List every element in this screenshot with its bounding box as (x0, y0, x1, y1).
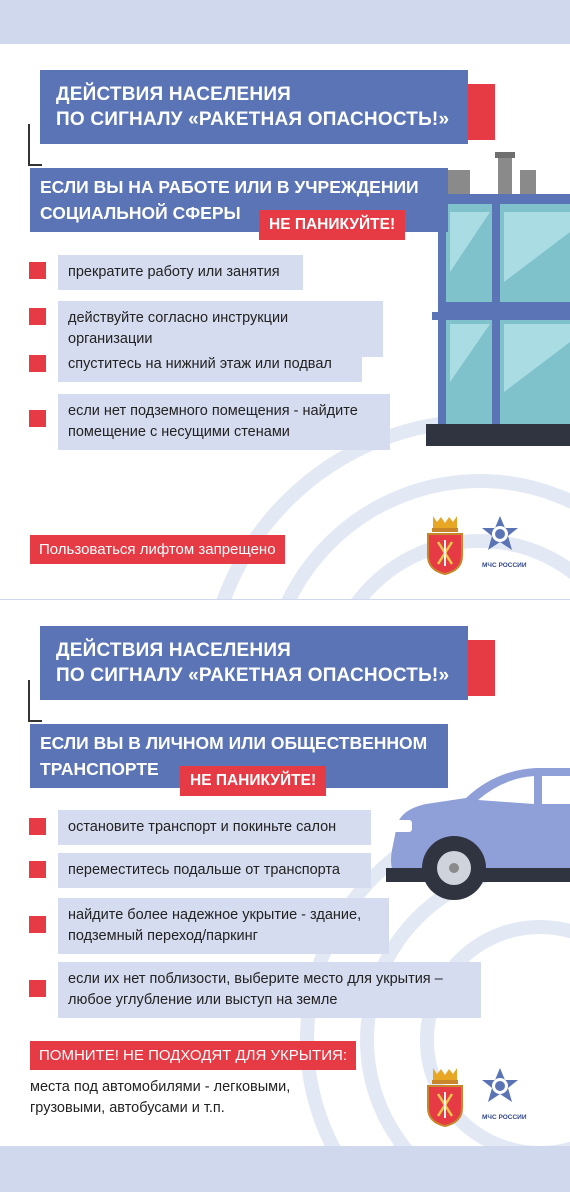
tula-coat-of-arms-icon (424, 1066, 466, 1128)
bullet-icon (29, 308, 46, 325)
bullet-icon (29, 861, 46, 878)
mchs-emblem-icon (478, 1066, 522, 1110)
bullet-icon (29, 355, 46, 372)
title-accent (467, 84, 495, 140)
list-item: найдите более надежное укрытие - здание, подземный переход/паркинг (58, 898, 389, 954)
mchs-emblem-icon (478, 514, 522, 558)
list-item: действуйте согласно инструкции организации (58, 301, 383, 357)
list-item: остановите транспорт и покиньте салон (58, 810, 371, 845)
page-title: ДЕЙСТВИЯ НАСЕЛЕНИЯ ПО СИГНАЛУ «РАКЕТНАЯ ОПАСНОСТЬ!» (40, 70, 468, 144)
list-item: спуститесь на нижний этаж или подвал (58, 347, 362, 382)
list-item: переместитесь подальше от транспорта (58, 853, 371, 888)
situation-heading: ЕСЛИ ВЫ В ЛИЧНОМ ИЛИ ОБЩЕСТВЕННОМ ТРАНСПОРТЕ (30, 724, 448, 788)
list-item: прекратите работу или занятия (58, 255, 303, 290)
shelter-warning: ПОМНИТЕ! НЕ ПОДХОДЯТ ДЛЯ УКРЫТИЯ: (30, 1041, 356, 1070)
section-card-transport (0, 600, 570, 1146)
bullet-icon (29, 262, 46, 279)
mchs-label: МЧС РОССИИ (482, 562, 527, 569)
tula-coat-of-arms-icon (424, 514, 466, 576)
bullet-icon (29, 980, 46, 997)
bullet-icon (29, 916, 46, 933)
title-accent (467, 640, 495, 696)
list-item: если нет подземного помещения - найдите помещение с несущими стенами (58, 394, 390, 450)
no-panic-badge: НЕ ПАНИКУЙТЕ! (259, 210, 405, 240)
mchs-label: МЧС РОССИИ (482, 1114, 527, 1121)
no-panic-badge: НЕ ПАНИКУЙТЕ! (180, 766, 326, 796)
shelter-note: места под автомобилями - легковыми, грузовыми, автобусами и т.п. (30, 1079, 291, 1116)
list-item: если их нет поблизости, выберите место для укрытия – любое углубление или выступ на земле (58, 962, 481, 1018)
page-title: ДЕЙСТВИЯ НАСЕЛЕНИЯ ПО СИГНАЛУ «РАКЕТНАЯ ОПАСНОСТЬ!» (40, 626, 468, 700)
elevator-warning: Пользоваться лифтом запрещено (30, 535, 285, 564)
bullet-icon (29, 818, 46, 835)
section-card-work (0, 44, 570, 599)
situation-heading: ЕСЛИ ВЫ НА РАБОТЕ ИЛИ В УЧРЕЖДЕНИИ СОЦИАЛЬНОЙ СФЕРЫ (30, 168, 448, 232)
bullet-icon (29, 410, 46, 427)
